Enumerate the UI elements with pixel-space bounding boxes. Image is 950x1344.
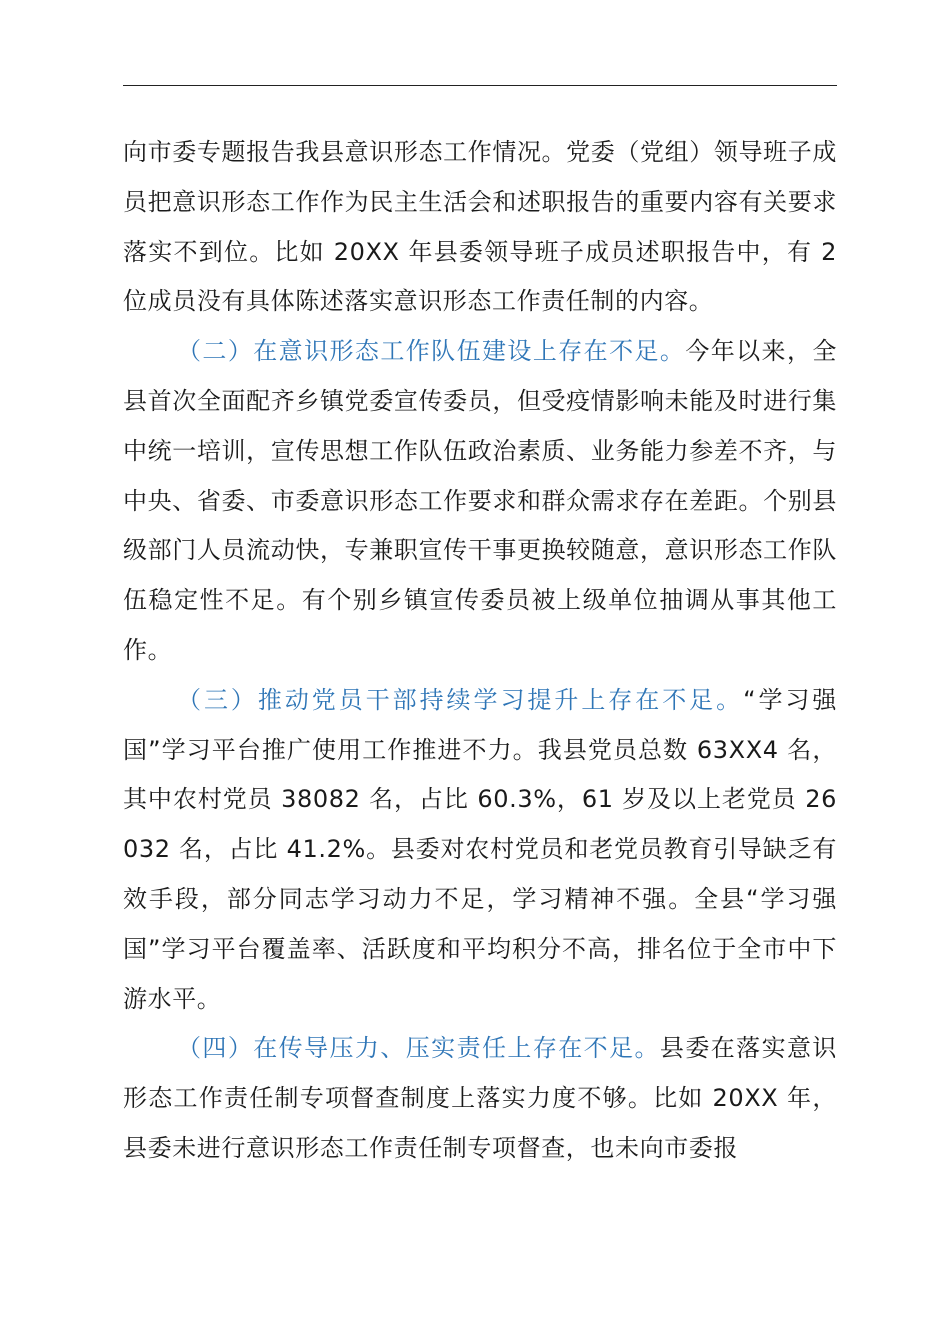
document-body: [123, 128, 837, 1174]
paragraph-text: 今年以来，全县首次全面配齐乡镇党委宣传委员，但受疫情影响未能及时进行集中统一培训，宣传思想工作队伍政治素质、业务能力参差不齐，与中央、省委、市委意识形态工作要求和群众需求存在差距。个别县级部门人员流动快，专兼职宣传干事更换较随意，意识形态工作队伍稳定性不足。有个别乡镇宣传委员被上级单位抽调从事其他工作。: [123, 337, 837, 664]
header-rule: [123, 85, 837, 86]
paragraph-section-2: [123, 327, 837, 676]
paragraph-section-4: [123, 1024, 837, 1173]
section-heading: （三）推动党员干部持续学习提升上存在不足。: [177, 685, 744, 714]
paragraph-continued: [123, 128, 837, 327]
section-heading: （二）在意识形态工作队伍建设上存在不足。: [177, 337, 686, 366]
paragraph-text: 向市委专题报告我县意识形态工作情况。党委（党组）领导班子成员把意识形态工作作为民主生活会和述职报告的重要内容有关要求落实不到位。比如 20XX 年县委领导班子成员述职报告中，有 2 位成员没有具体陈述落实意识形态工作责任制的内容。: [123, 138, 837, 316]
paragraph-text: “学习强国”学习平台推广使用工作推进不力。我县党员总数 63XX4 名，其中农村党员 38082 名，占比 60.3%，61 岁及以上老党员 26032 名，占比 41.2%。县委对农村党员和老党员教育引导缺乏有效手段，部分同志学习动力不足，学习精神不强。全县“学习强国”学习平台覆盖率、活跃度和平均积分不高，排名位于全市中下游水平。: [123, 685, 837, 1013]
paragraph-text: 县委在落实意识形态工作责任制专项督查制度上落实力度不够。比如 20XX 年，县委未进行意识形态工作责任制专项督查，也未向市委报: [123, 1034, 837, 1162]
paragraph-section-3: [123, 676, 837, 1025]
section-heading: （四）在传导压力、压实责任上存在不足。: [177, 1034, 660, 1063]
